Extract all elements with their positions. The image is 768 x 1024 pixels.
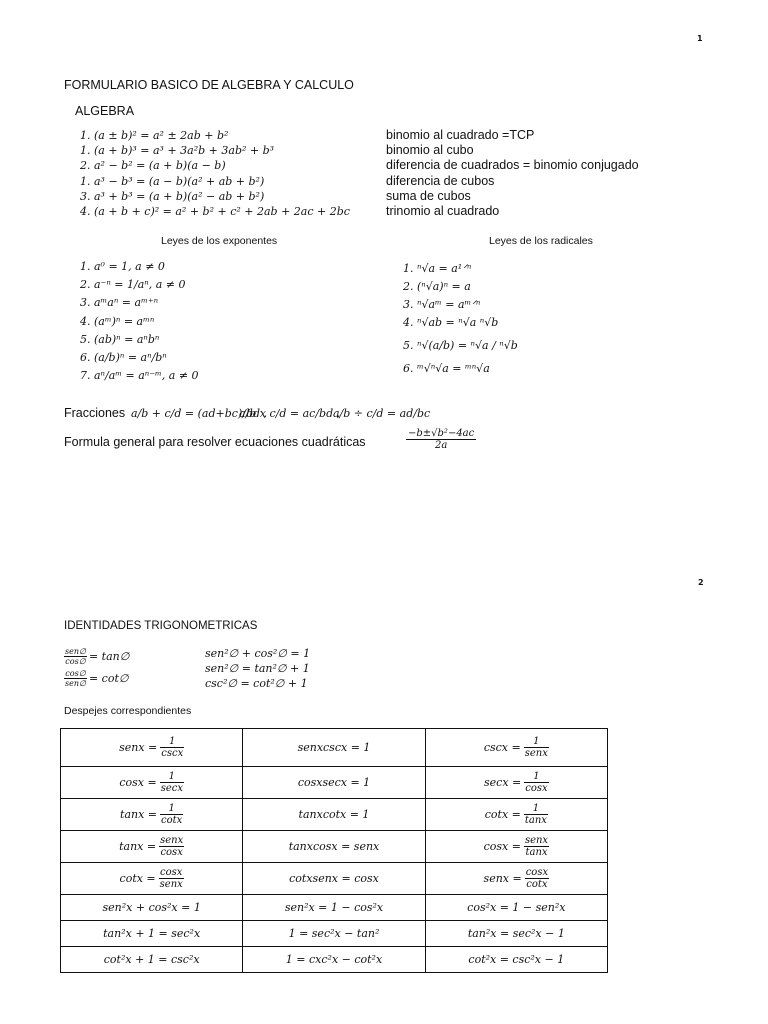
radical-law-list — [403, 260, 518, 378]
formula-lhs: cscx = — [483, 741, 521, 754]
table-cell — [243, 767, 425, 799]
formula-lhs: senx = — [119, 741, 158, 754]
radical-law: 4. ⁿ√ab = ⁿ√a ⁿ√b — [403, 316, 499, 329]
cell-formula: cot²x + 1 = csc²x — [103, 953, 200, 966]
despejes-heading: Despejes correspondientes — [64, 705, 192, 717]
fraction-denominator: tanx — [524, 815, 547, 826]
table-cell — [243, 863, 425, 895]
section-heading-algebra: ALGEBRA — [75, 104, 135, 118]
table-cell — [425, 767, 607, 799]
quadratic-denominator: 2a — [434, 440, 448, 451]
table-row — [61, 947, 608, 973]
fraction-quotient-formula: a/b ÷ c/d = ad/bc — [333, 407, 431, 420]
algebra-label: suma de cubos — [386, 188, 471, 203]
cell-formula: tanxcotx = 1 — [298, 808, 370, 821]
quadratic-formula-label: Formula general para resolver ecuaciones cuadráticas — [64, 435, 366, 449]
table-cell — [61, 767, 243, 799]
exponent-law: 4. (aᵐ)ⁿ = aᵐⁿ — [80, 314, 155, 328]
trig-identities-heading: IDENTIDADES TRIGONOMETRICAS — [64, 620, 258, 632]
table-row — [61, 921, 608, 947]
table-row — [61, 831, 608, 863]
fraction-numerator: cosx — [525, 867, 549, 878]
fraction-numerator: 1 — [160, 736, 184, 748]
table-cell — [425, 921, 607, 947]
fraction-denominator: cos∅ — [65, 656, 86, 666]
identity-result: = cot∅ — [88, 671, 129, 685]
algebra-label: binomio al cuadrado =TCP — [386, 128, 535, 142]
formula-fraction — [160, 771, 184, 794]
fraction-denominator: cotx — [161, 815, 183, 826]
trig-quotient-identities — [64, 645, 129, 689]
table-cell — [243, 831, 425, 863]
tan-quotient-identity — [64, 645, 129, 667]
cell-formula — [426, 835, 607, 858]
fraction-denominator: cosx — [160, 847, 183, 858]
table-cell — [61, 799, 243, 831]
formula-fraction — [160, 803, 183, 826]
cell-formula: sen²x = 1 − cos²x — [284, 901, 384, 914]
cell-formula: tanxcosx = senx — [288, 840, 380, 853]
table-row — [61, 729, 608, 767]
table-cell — [243, 729, 425, 767]
cell-formula: tan²x + 1 = sec²x — [103, 927, 201, 940]
formula-fraction — [159, 835, 184, 858]
table-cell — [425, 863, 607, 895]
fraction-denominator: cosx — [525, 783, 548, 794]
algebra-formula: 1. (a + b)³ = a³ + 3a²b + 3ab² + b³ — [80, 144, 275, 158]
table-cell — [425, 799, 607, 831]
fraction-numerator: 1 — [160, 803, 183, 815]
fraction-denominator: cotx — [526, 879, 548, 890]
algebra-label-list — [386, 128, 639, 219]
exponent-law: 5. (ab)ⁿ = aⁿbⁿ — [80, 332, 160, 346]
cell-formula: cot²x = csc²x − 1 — [468, 953, 565, 966]
table-cell — [61, 921, 243, 947]
fraction-numerator: senx — [524, 835, 549, 846]
formula-lhs: cosx = — [483, 840, 521, 853]
table-cell — [61, 863, 243, 895]
cell-formula: cosxsecx = 1 — [297, 776, 371, 789]
table-cell — [425, 947, 607, 973]
formula-fraction — [524, 736, 549, 759]
table-cell — [425, 895, 607, 921]
fraction-denominator: tanx — [525, 847, 548, 858]
exponent-law: 3. aᵐaⁿ = aᵐ⁺ⁿ — [80, 296, 159, 310]
cell-formula — [61, 736, 242, 759]
cell-formula: 1 = sec²x − tan² — [288, 927, 380, 940]
fraction-denominator: secx — [160, 783, 183, 794]
cell-formula: cos²x = 1 − sen²x — [467, 901, 566, 914]
fraction-numerator: cos∅ — [65, 668, 86, 678]
formula-lhs: senx = — [483, 872, 522, 885]
radical-laws-heading: Leyes de los radicales — [489, 235, 593, 247]
formula-fraction — [524, 803, 548, 826]
cell-formula: cotxsenx = cosx — [289, 872, 379, 885]
fraction-numerator: cosx — [160, 867, 183, 878]
cell-formula — [426, 803, 607, 826]
quadratic-numerator: −b±√b²−4ac — [408, 428, 475, 439]
fraction-numerator: 1 — [160, 771, 184, 783]
table-cell — [425, 729, 607, 767]
exponent-law: 6. (a/b)ⁿ = aⁿ/bⁿ — [80, 350, 167, 364]
cell-formula — [426, 867, 607, 890]
formula-lhs: tanx = — [120, 808, 158, 821]
formula-fraction — [525, 867, 549, 890]
cell-formula — [426, 736, 607, 759]
formula-lhs: tanx = — [119, 840, 157, 853]
cot-quotient-identity — [64, 667, 129, 689]
radical-law: 5. ⁿ√(a/b) = ⁿ√a / ⁿ√b — [403, 339, 518, 352]
exponent-law: 2. a⁻ⁿ = 1/aⁿ, a ≠ 0 — [80, 278, 186, 292]
table-cell — [425, 831, 607, 863]
exponent-law-list — [80, 258, 199, 385]
formula-lhs: cotx = — [119, 872, 156, 885]
radical-law: 6. ᵐ√ⁿ√a = ᵐⁿ√a — [403, 362, 490, 375]
formula-lhs: cotx = — [484, 808, 521, 821]
fraction-numerator: sen∅ — [65, 646, 86, 656]
radical-law: 1. ⁿ√a = a¹ᐟⁿ — [403, 262, 472, 275]
table-row — [61, 863, 608, 895]
page-number: 2 — [698, 578, 704, 587]
fraction-sum-formula: a/b + c/d = (ad+bc)/bd , — [131, 407, 268, 420]
cell-formula: sen²x + cos²x = 1 — [102, 901, 201, 914]
identity-result: = tan∅ — [88, 649, 130, 663]
exponent-laws-heading: Leyes de los exponentes — [161, 235, 278, 247]
algebra-label: trinomio al cuadrado — [386, 203, 500, 218]
exponent-law: 7. aⁿ/aᵐ = aⁿ⁻ᵐ, a ≠ 0 — [80, 369, 199, 383]
table-cell — [243, 947, 425, 973]
algebra-formula-list — [80, 128, 350, 219]
formula-fraction — [160, 736, 184, 759]
table-cell — [61, 729, 243, 767]
fraction-denominator: senx — [524, 748, 548, 759]
radical-law: 2. (ⁿ√a)ⁿ = a — [403, 280, 471, 293]
formula-fraction — [524, 771, 548, 794]
cell-formula: tan²x = sec²x − 1 — [467, 927, 565, 940]
table-cell — [61, 895, 243, 921]
formula-fraction — [524, 835, 549, 858]
table-cell — [243, 921, 425, 947]
cell-formula: 1 = cxc²x − cot²x — [285, 953, 383, 966]
table-row — [61, 895, 608, 921]
formula-fraction — [159, 867, 184, 890]
fraction-denominator: sen∅ — [65, 678, 86, 688]
formula-lhs: secx = — [484, 776, 522, 789]
table-row — [61, 767, 608, 799]
algebra-formula: 1. (a ± b)² = a² ± 2ab + b² — [80, 129, 229, 142]
cell-formula — [426, 771, 607, 794]
table-cell — [61, 831, 243, 863]
cell-formula: senxcscx = 1 — [297, 741, 371, 754]
quadratic-formula — [406, 428, 476, 451]
algebra-formula: 1. a³ − b³ = (a − b)(a² + ab + b²) — [80, 174, 265, 188]
cell-formula — [61, 803, 242, 826]
fraction-product-formula: a/b x c/d = ac/bd , — [239, 407, 341, 420]
formula-lhs: cosx = — [119, 776, 157, 789]
pythagorean-identities — [205, 646, 310, 691]
table-cell — [243, 799, 425, 831]
cell-formula — [61, 771, 242, 794]
table-cell — [243, 895, 425, 921]
page-number: 1 — [697, 34, 703, 43]
pythagorean-identity: sen²∅ + cos²∅ = 1 — [205, 647, 311, 660]
algebra-formula: 3. a³ + b³ = (a + b)(a² − ab + b²) — [80, 189, 265, 203]
fraction-numerator: 1 — [524, 771, 548, 783]
pythagorean-identity: csc²∅ = cot²∅ + 1 — [205, 677, 308, 690]
radical-law: 3. ⁿ√aᵐ = aᵐᐟⁿ — [403, 298, 481, 311]
document-title: FORMULARIO BASICO DE ALGEBRA Y CALCULO — [64, 78, 354, 92]
pythagorean-identity: sen²∅ = tan²∅ + 1 — [205, 662, 310, 675]
cell-formula — [61, 867, 242, 890]
algebra-label: diferencia de cubos — [386, 173, 495, 188]
cell-formula — [61, 835, 242, 858]
fraction-numerator: senx — [160, 835, 184, 846]
fraction-numerator: 1 — [524, 736, 549, 748]
despejes-table — [60, 728, 608, 973]
algebra-formula: 2. a² − b² = (a + b)(a − b) — [80, 159, 226, 173]
fraction-numerator: 1 — [524, 803, 548, 815]
algebra-formula: 4. (a + b + c)² = a² + b² + c² + 2ab + 2ac + 2bc — [80, 204, 350, 218]
fraction-denominator: senx — [159, 879, 183, 890]
fractions-label: Fracciones — [64, 406, 126, 420]
algebra-label: binomio al cubo — [386, 143, 474, 158]
exponent-law: 1. a⁰ = 1, a ≠ 0 — [80, 260, 165, 273]
fraction-denominator: cscx — [161, 748, 184, 759]
table-cell — [61, 947, 243, 973]
algebra-label: diferencia de cuadrados = binomio conjugado — [386, 158, 639, 173]
table-row — [61, 799, 608, 831]
